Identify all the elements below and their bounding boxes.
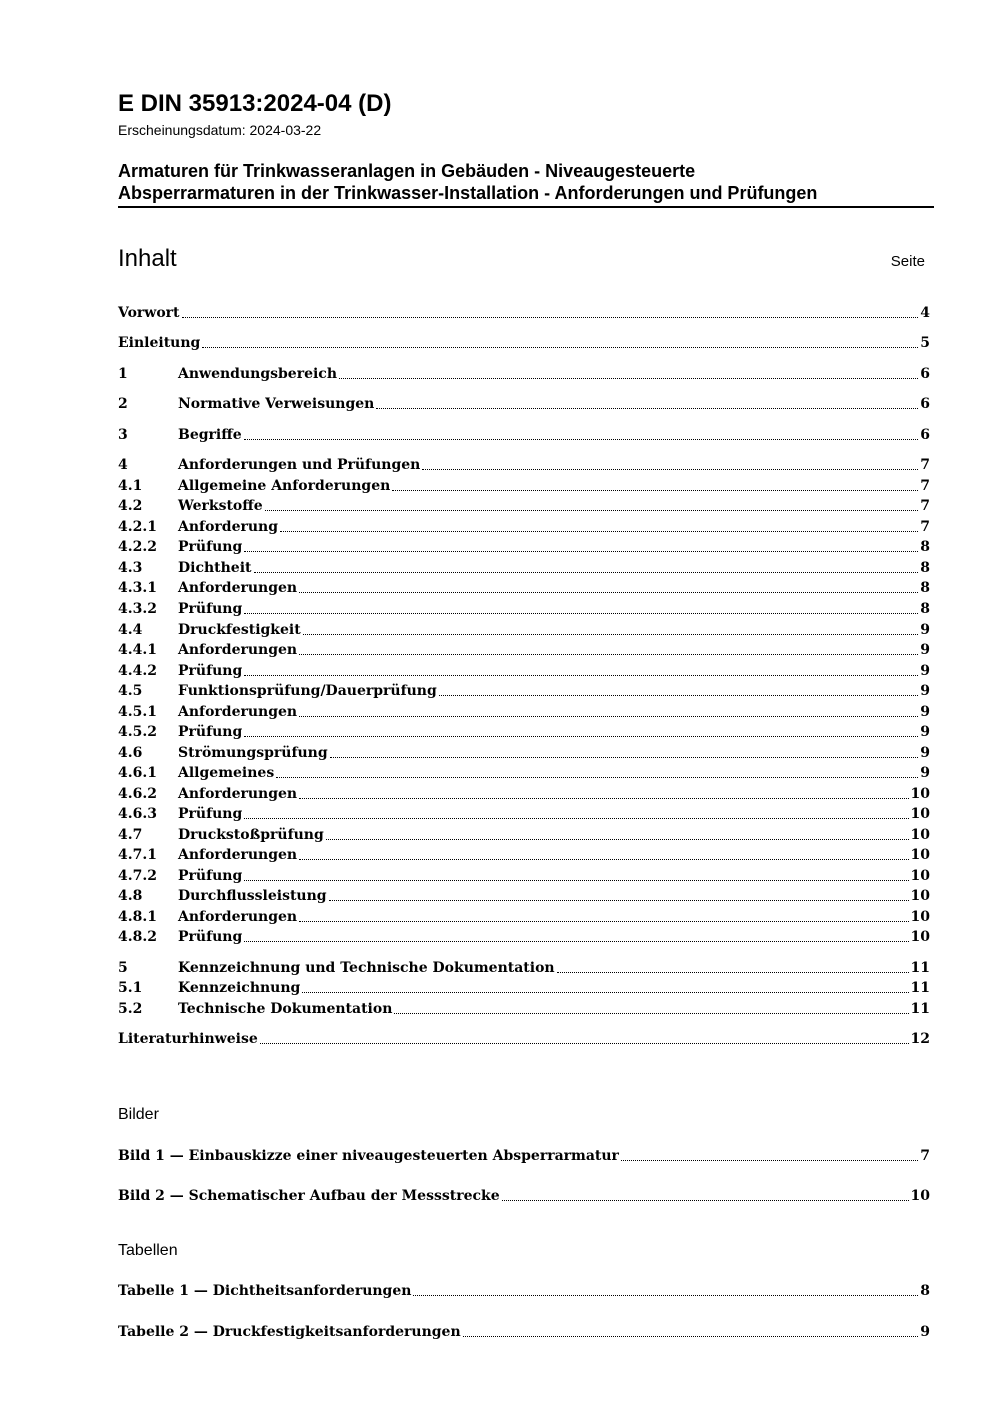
- toc-entry-number: 4.4.1: [118, 642, 157, 658]
- dot-leader: [299, 592, 918, 593]
- toc-entry[interactable]: [118, 333, 930, 353]
- document-id: E DIN 35913:2024-04 (D): [118, 90, 392, 117]
- toc-entry-number: 4.3: [118, 560, 143, 576]
- toc-entry-number: 4: [118, 457, 128, 473]
- toc-entry-page: 7: [920, 498, 930, 514]
- toc-entry[interactable]: [118, 722, 930, 742]
- toc-entry-page: 8: [920, 601, 930, 617]
- toc-entry-page: 6: [920, 427, 930, 443]
- toc-entry-title: Literaturhinweise: [118, 1031, 258, 1047]
- toc-entry-number: 2: [118, 396, 128, 412]
- dot-leader: [299, 859, 908, 860]
- tables-heading: Tabellen: [118, 1242, 178, 1259]
- page-column-label: Seite: [890, 253, 925, 270]
- toc-entry-number: 1: [118, 366, 128, 382]
- toc-entry-page: 9: [920, 724, 930, 740]
- toc-entry[interactable]: [118, 825, 930, 845]
- dot-leader: [502, 1200, 909, 1201]
- toc-entry-title: Normative Verweisungen: [178, 396, 375, 412]
- dot-leader: [330, 757, 919, 758]
- dot-leader: [326, 839, 909, 840]
- toc-entry[interactable]: [118, 537, 930, 557]
- toc-entry-title: Anforderung: [178, 519, 278, 535]
- toc-entry-page: 9: [920, 642, 930, 658]
- toc-entry-page: 4: [920, 305, 930, 321]
- toc-heading: Inhalt: [118, 245, 177, 272]
- dot-leader: [439, 695, 919, 696]
- toc-entry-title: Prüfung: [178, 868, 243, 884]
- dot-leader: [376, 408, 918, 409]
- toc-entry-title: Begriffe: [178, 427, 242, 443]
- toc-entry-number: 4.7.1: [118, 847, 157, 863]
- toc-entry-page: 6: [920, 366, 930, 382]
- toc-entry-page: 10: [910, 868, 930, 884]
- dot-leader: [463, 1336, 919, 1337]
- toc-entry-page: 12: [910, 1031, 930, 1047]
- toc-entry-title: Tabelle 1 — Dichtheitsanforderungen: [118, 1283, 412, 1299]
- toc-entry-title: Kennzeichnung und Technische Dokumentation: [178, 960, 555, 976]
- dot-leader: [265, 510, 919, 511]
- toc-entry[interactable]: [118, 681, 930, 701]
- toc-entry-number: 5.2: [118, 1001, 143, 1017]
- toc-entry-number: 4.5.2: [118, 724, 157, 740]
- dot-leader: [244, 880, 908, 881]
- toc-entry-page: 10: [910, 847, 930, 863]
- toc-entry-page: 5: [920, 335, 930, 351]
- toc-entry-title: Strömungsprüfung: [178, 745, 328, 761]
- toc-entry-number: 4.3.1: [118, 580, 157, 596]
- dot-leader: [244, 941, 908, 942]
- toc-entry-title: Prüfung: [178, 601, 243, 617]
- toc-entry-title: Anforderungen: [178, 580, 298, 596]
- toc-entry[interactable]: [118, 640, 930, 660]
- title-line-2: Absperrarmaturen in der Trinkwasser-Installation - Anforderungen und Prüfungen: [118, 183, 818, 203]
- toc-entry-number: 4.6.2: [118, 786, 157, 802]
- dot-leader: [244, 675, 918, 676]
- toc-entry[interactable]: [118, 425, 930, 445]
- toc-entry-page: 10: [910, 786, 930, 802]
- toc-entry-page: 11: [910, 1001, 930, 1017]
- toc-entry-title: Kennzeichnung: [178, 980, 301, 996]
- dot-leader: [339, 378, 918, 379]
- toc-entry-page: 10: [910, 929, 930, 945]
- dot-leader: [276, 777, 918, 778]
- toc-entry-number: 4.1: [118, 478, 143, 494]
- dot-leader: [280, 531, 918, 532]
- dot-leader: [244, 439, 919, 440]
- toc-entry-number: 4.6: [118, 745, 143, 761]
- toc-entry-title: Bild 1 — Einbauskizze einer niveaugesteuerten Absperrarmatur: [118, 1148, 619, 1164]
- toc-entry-page: 9: [920, 765, 930, 781]
- dot-leader: [422, 469, 918, 470]
- publication-date: Erscheinungsdatum: 2024-03-22: [118, 122, 322, 138]
- dot-leader: [557, 972, 909, 973]
- dot-leader: [413, 1295, 918, 1296]
- dot-leader: [202, 347, 918, 348]
- dot-leader: [299, 716, 918, 717]
- toc-entry-title: Anforderungen: [178, 642, 298, 658]
- toc-entry-page: 10: [910, 1188, 930, 1204]
- toc-entry-page: 8: [920, 580, 930, 596]
- toc-entry-page: 11: [910, 960, 930, 976]
- toc-entry-number: 4.7.2: [118, 868, 157, 884]
- toc-entry-number: 5: [118, 960, 128, 976]
- toc-entry[interactable]: [118, 907, 930, 927]
- toc-entry-page: 9: [920, 622, 930, 638]
- dot-leader: [299, 654, 918, 655]
- toc-entry-number: 4.2: [118, 498, 143, 514]
- toc-entry-page: 9: [920, 663, 930, 679]
- toc-entry[interactable]: [118, 927, 930, 947]
- toc-entry-title: Allgemeines: [178, 765, 275, 781]
- dot-leader: [244, 818, 908, 819]
- toc-entry-number: 4.5: [118, 683, 143, 699]
- toc-entry[interactable]: [118, 661, 930, 681]
- toc-entry-number: 4.7: [118, 827, 143, 843]
- toc-entry-page: 8: [920, 539, 930, 555]
- toc-entry[interactable]: [118, 743, 930, 763]
- toc-entry-title: Prüfung: [178, 663, 243, 679]
- toc-entry[interactable]: [118, 784, 930, 804]
- toc-entry-page: 9: [920, 683, 930, 699]
- toc-entry[interactable]: [118, 999, 930, 1019]
- toc-entry[interactable]: [118, 599, 930, 619]
- toc-entry[interactable]: [118, 620, 930, 640]
- dot-leader: [244, 551, 918, 552]
- toc-entry-number: 4.5.1: [118, 704, 157, 720]
- toc-entry-title: Anforderungen: [178, 909, 298, 925]
- dot-leader: [260, 1043, 909, 1044]
- toc-entry-title: Anforderungen: [178, 704, 298, 720]
- toc-entry-title: Funktionsprüfung/Dauerprüfung: [178, 683, 437, 699]
- dot-leader: [392, 490, 918, 491]
- toc-entry-page: 11: [910, 980, 930, 996]
- toc-entry[interactable]: [118, 866, 930, 886]
- toc-entry-title: Druckfestigkeit: [178, 622, 301, 638]
- toc-entry-number: 4.8.1: [118, 909, 157, 925]
- toc-entry-title: Bild 2 — Schematischer Aufbau der Messstrecke: [118, 1188, 500, 1204]
- toc-entry[interactable]: [118, 394, 930, 414]
- dot-leader: [329, 900, 909, 901]
- toc-entry[interactable]: [118, 702, 930, 722]
- toc-entry-title: Tabelle 2 — Druckfestigkeitsanforderungen: [118, 1324, 461, 1340]
- toc-entry-title: Prüfung: [178, 929, 243, 945]
- toc-entry-number: 4.3.2: [118, 601, 157, 617]
- toc-entry[interactable]: [118, 303, 930, 323]
- toc-entry[interactable]: [118, 558, 930, 578]
- dot-leader: [182, 317, 919, 318]
- dot-leader: [244, 736, 918, 737]
- toc-entry-title: Dichtheit: [178, 560, 252, 576]
- dot-leader: [394, 1013, 908, 1014]
- toc-entry-page: 7: [920, 478, 930, 494]
- toc-entry-number: 4.8: [118, 888, 143, 904]
- toc-entry-number: 3: [118, 427, 128, 443]
- toc-entry[interactable]: [118, 886, 930, 906]
- toc-entry-number: 4.6.3: [118, 806, 157, 822]
- toc-entry-page: 8: [920, 1283, 930, 1299]
- toc-entry-number: 4.4: [118, 622, 143, 638]
- dot-leader: [299, 798, 908, 799]
- toc-entry-number: 5.1: [118, 980, 143, 996]
- document-title: [118, 160, 934, 208]
- toc-entry-page: 7: [920, 457, 930, 473]
- toc-entry[interactable]: [118, 958, 930, 978]
- toc-entry-page: 10: [910, 806, 930, 822]
- toc-entry-page: 9: [920, 1324, 930, 1340]
- toc-entry-number: 4.8.2: [118, 929, 157, 945]
- toc-entry-number: 4.2.2: [118, 539, 157, 555]
- toc-entry[interactable]: [118, 1029, 930, 1049]
- dot-leader: [254, 572, 919, 573]
- toc-entry-page: 9: [920, 704, 930, 720]
- toc-entry-title: Prüfung: [178, 806, 243, 822]
- toc-entry-title: Anforderungen und Prüfungen: [178, 457, 421, 473]
- toc-entry-title: Anforderungen: [178, 786, 298, 802]
- toc-entry-title: Druckstoßprüfung: [178, 827, 324, 843]
- toc-entry[interactable]: [118, 978, 930, 998]
- dot-leader: [244, 613, 918, 614]
- toc-entry-page: 10: [910, 909, 930, 925]
- toc-entry-page: 9: [920, 745, 930, 761]
- toc-entry[interactable]: [118, 517, 930, 537]
- toc-entry-number: 4.4.2: [118, 663, 157, 679]
- toc-entry[interactable]: [118, 455, 930, 475]
- figure-entry[interactable]: [118, 1146, 930, 1166]
- toc-entry-page: 7: [920, 1148, 930, 1164]
- toc-entry[interactable]: [118, 496, 930, 516]
- figure-entry[interactable]: [118, 1186, 930, 1206]
- dot-leader: [302, 992, 908, 993]
- toc-entry[interactable]: [118, 364, 930, 384]
- toc-entry[interactable]: [118, 845, 930, 865]
- toc-entry-page: 7: [920, 519, 930, 535]
- title-line-1: Armaturen für Trinkwasseranlagen in Gebäuden - Niveaugesteuerte: [118, 161, 696, 181]
- toc-entry-title: Allgemeine Anforderungen: [178, 478, 391, 494]
- toc-entry-title: Anwendungsbereich: [178, 366, 337, 382]
- toc-entry-title: Werkstoffe: [178, 498, 263, 514]
- table-entry[interactable]: [118, 1281, 930, 1301]
- toc-entry-page: 10: [910, 827, 930, 843]
- toc-entry-title: Durchflussleistung: [178, 888, 327, 904]
- toc-entry-page: 6: [920, 396, 930, 412]
- toc-entry[interactable]: [118, 804, 930, 824]
- dot-leader: [299, 921, 908, 922]
- toc-entry-title: Prüfung: [178, 539, 243, 555]
- toc-entry-number: 4.2.1: [118, 519, 157, 535]
- toc-entry-page: 8: [920, 560, 930, 576]
- toc-entry[interactable]: [118, 476, 930, 496]
- toc-entry-title: Anforderungen: [178, 847, 298, 863]
- toc-entry-title: Technische Dokumentation: [178, 1001, 393, 1017]
- toc-entry[interactable]: [118, 578, 930, 598]
- toc-entry-title: Einleitung: [118, 335, 201, 351]
- toc-entry-number: 4.6.1: [118, 765, 157, 781]
- toc-entry-title: Vorwort: [118, 305, 180, 321]
- dot-leader: [303, 634, 919, 635]
- table-entry[interactable]: [118, 1322, 930, 1342]
- dot-leader: [621, 1160, 918, 1161]
- toc-entry-page: 10: [910, 888, 930, 904]
- toc-entry-title: Prüfung: [178, 724, 243, 740]
- figures-heading: Bilder: [118, 1106, 159, 1123]
- toc-entry[interactable]: [118, 763, 930, 783]
